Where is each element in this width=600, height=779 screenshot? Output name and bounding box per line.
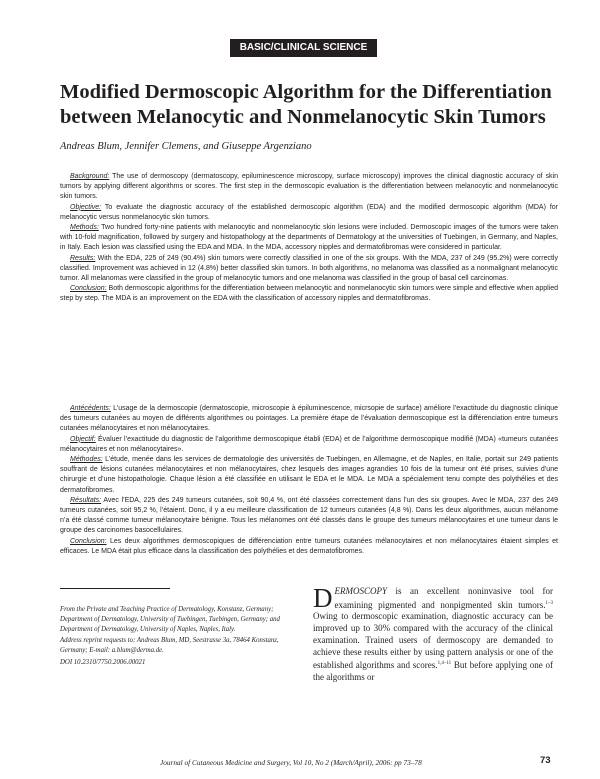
drop-cap: D [313,583,333,613]
reprint-address: Address reprint requests to: Andreas Blum, MD, Seestrasse 3a, 78464 Konstanz, Germany; E-mail: a.blum@derma.de. [60,637,279,655]
abstract-en-objective: Objective: To evaluate the diagnostic accuracy of the established dermoscopic algorithm (EDA) and the modified dermoscopic algorithm (MDA) for melanocytic versus nonmelanocytic skin tumors. [60,203,558,221]
affiliation-text: From the Private and Teaching Practice of Dermatology, Konstanz, Germany; Department of Dermatology, University of Tuebingen, Tuebingen, Germany; and Department of Dermatology, University of Naples, Naples, Italy. [60,606,280,633]
abstract-en-methods: Methods: Two hundred forty-nine patients with melanocytic and nonmelanocytic skin lesions were included. Dermoscopic images of the tumors were taken with 10-fold magnification, followed by surgery and histopathology at the departments of Dermatology at the universities of Tuebingen, in Germany, and Naples, in Italy. Each lesion was classified using the EDA and MDA. In the MDA, accessory nipples and dermatofibromas were considered in particular. [60,224,558,252]
abstract-en-background: Background: The use of dermoscopy (dermatoscopy, epiluminescence microscopy, surface microscopy) improves the clinical diagnostic accuracy of skin tumors by applying different algorithms or scores. The first step in the dermoscopic evaluation is the differentiation between melanocytic and nonmelanocytic skin tumors. [60,173,558,201]
doi: DOI 10.2310/7750.2006.00021 [60,658,146,666]
abstract-fr-conclusion: Conclusion: Les deux algorithmes dermoscopiques de différenciation entre tumeurs cutanées mélanocytaires et non mélanocytaires étaient simples et efficaces. Le MDA était plus efficace dans la classification des polythélies et des dermatofibromes. [60,537,558,555]
abstract-french [60,404,558,557]
abstract-english [60,172,558,305]
page-number: 73 [540,755,551,766]
abstract-fr-methodes: Méthodes: L’étude, menée dans les services de dermatologie des universités de Tuebingen, en Allemagne, et de Naples, en Italie, portait sur 249 patients souffrant de lésions cutanées mélanocytaires et non mélanocytaires, chez lesquels des images agrandies 10 fois de la tumeur ont été prises, suivies d’une chirurgie et d’une histopathologie. Chaque lésion a été classifiée en utilisant le EDA et le MDA. Le MDA a spécialement tenu compte des polythélies et des dermatofibromes. [60,456,558,494]
reference-marker: 1–3 [545,600,553,606]
abstract-en-results: Results: With the EDA, 225 of 249 (90.4%) skin tumors were correctly classified in one of the six groups. With the MDA, 237 of 249 (95.2%) were correctly classified. Improvement was achieved in 12 (4.8%) better classified skin tumors. In both algorithms, no melanoma was classified as a nonmalignant melanocytic tumor. All melanomas were classified in the group of melanocytic tumors and one melanoma was classified in the group of basal cell carcinomas. [60,254,558,283]
article-title: Modified Dermoscopic Algorithm for the Differentiation between Melanocytic and Nonmelanocytic Skin Tumors [60,81,552,128]
author-list: Andreas Blum, Jennifer Clemens, and Giuseppe Argenziano [60,141,312,152]
lead-word: ERMOSCOPY [334,586,387,596]
section-label: BASIC/CLINICAL SCIENCE [230,39,377,57]
footnote-divider [60,588,170,589]
abstract-fr-resultats: Résultats: Avec l’EDA, 225 des 249 tumeurs cutanées, soit 90,4 %, ont été classées correctement dans l’un des six groupes. Avec le MDA, 237 des 249 tumeurs cutanées, soit 95,2 %, l’étaient. Donc, il y a eu meilleure classification de 12 tumeurs cutanées (4,8 %). Dans les deux algorithmes, aucun mélanome n’a été classé comme tumeur mélanocytaire bénigne. Tous les mélanomes ont été classés dans le groupe des tumeurs mélanocytaires et une tumeur dans le groupe des carcinomes basocellulaires. [60,496,558,535]
journal-citation: Journal of Cutaneous Medicine and Surgery, Vol 10, No 2 (March/April), 2006: pp 73–78 [160,758,422,767]
abstract-fr-antecedents: Antécédents: L’usage de la dermoscopie (dermatoscopie, microscopie à épiluminescence, micrsopie de surface) améliore l’exactitude du diagnostic clinique des tumeurs cutanées au moyen de différents algorithmes ou pointages. La première étape de l’évaluation dermoscopique est la différenciation entre tumeurs cutanées mélanocytaires et non mélanocytaires. [60,405,558,433]
abstract-fr-objectif: Objectif: Évaluer l’exactitude du diagnostic de l’algorithme dermoscopique établi (EDA) et de l’algorithme dermoscopique modifié (MDA) «tumeurs cutanées mélanocytaires et non mélanocytaires». [60,435,558,453]
body-text: DERMOSCOPY is an excellent noninvasive tool for examining pigmented and nonpigmented skin tumors.$^{1-3}$ Owing to dermoscopic examination, diagnostic accuracy can be improved up to 30% compared with the accuracy of the clinical examination. Trained users of dermoscopy are demanded to achieve these results either by using pattern analysis or one of the established algorithms and scores.$^{1,4-11}$ But before applying one of the algorithms or [313,583,553,682]
reference-marker: 1,4–11 [437,661,452,667]
affiliation-footnote [60,605,305,670]
abstract-en-conclusion: Conclusion: Both dermoscopic algorithms for the differentiation between melanocytic and nonmelanocytic skin tumors were simple and effective when applied step by step. The MDA is an improvement on the EDA with the classification of accessory nipples and dermatofibromas. [60,285,558,303]
